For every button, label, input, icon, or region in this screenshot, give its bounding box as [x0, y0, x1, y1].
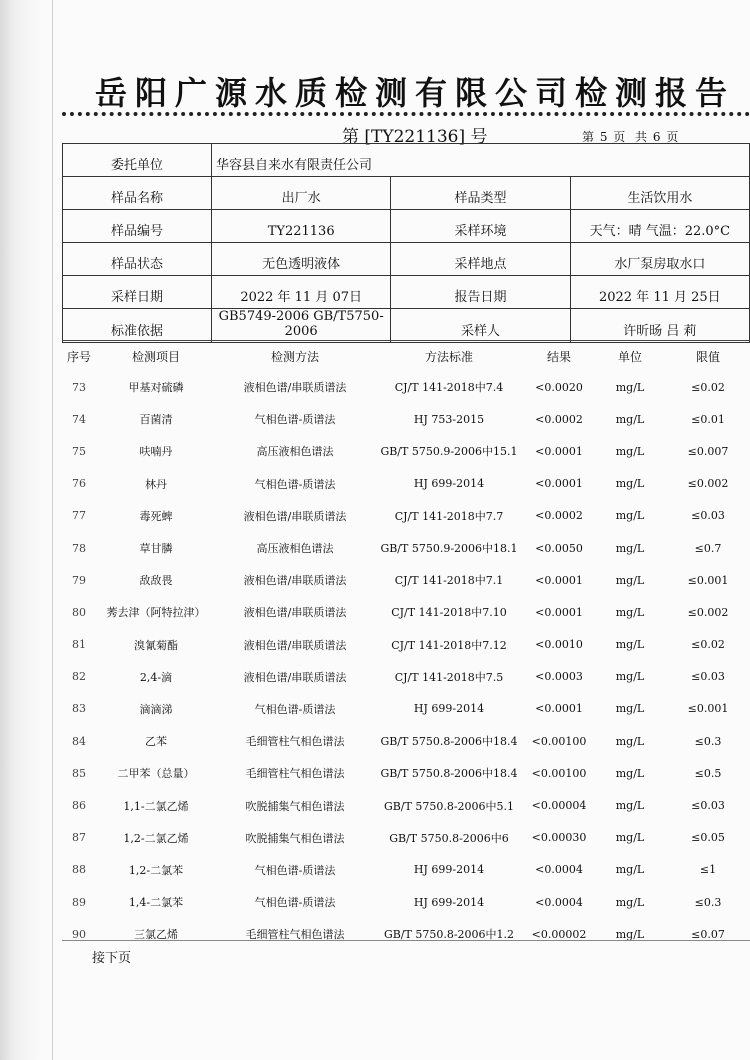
row-number: 74 [72, 412, 86, 426]
results-header-row [62, 341, 750, 372]
state-label: 样品状态 [63, 243, 212, 276]
info-row-state [63, 243, 750, 276]
table-row [62, 789, 750, 821]
sample-name-value: 出厂水 [212, 177, 391, 210]
unit: mg/L [615, 412, 645, 426]
test-method: 气相色谱-质谱法 [254, 477, 336, 491]
limit-value: ≤0.3 [694, 895, 722, 909]
test-item: 1,4-二氯苯 [128, 896, 184, 910]
test-item: 滴滴涕 [139, 702, 173, 716]
row-number: 82 [72, 670, 86, 684]
result-value: <0.0001 [535, 605, 583, 619]
test-item: 溴氰菊酯 [134, 638, 178, 652]
result-value: <0.0001 [535, 702, 583, 716]
row-number: 90 [72, 927, 86, 941]
header-standard: 方法标准 [374, 341, 524, 372]
table-row [62, 403, 750, 435]
row-number: 81 [72, 638, 86, 652]
result-value: <0.0002 [535, 509, 583, 523]
location-label: 采样地点 [391, 243, 570, 276]
test-method: 液相色谱/串联质谱法 [243, 574, 347, 588]
test-item: 呋喃丹 [139, 445, 173, 459]
sample-name-label: 样品名称 [63, 177, 212, 210]
basis-value: GB5749-2006 GB/T5750-2006 [212, 309, 391, 343]
limit-value: ≤0.05 [691, 831, 725, 845]
unit: mg/L [615, 863, 645, 877]
table-row [62, 371, 750, 403]
limit-value: ≤0.002 [687, 605, 729, 619]
unit: mg/L [615, 670, 645, 684]
test-method: 毛细管柱气相色谱法 [245, 928, 345, 942]
sampler-value: 许昕旸 吕 莉 [570, 309, 749, 343]
test-method: 吹脱捕集气相色谱法 [245, 831, 345, 845]
table-row [62, 629, 750, 661]
row-number: 75 [72, 444, 86, 458]
report-number: 第 [TY221136] 号 [342, 127, 488, 147]
row-number: 86 [72, 799, 86, 813]
test-item: 二甲苯（总量） [117, 767, 195, 781]
result-value: <0.0004 [535, 863, 583, 877]
unit: mg/L [615, 702, 645, 716]
table-row [62, 596, 750, 628]
test-method: 高压液相色谱法 [256, 445, 334, 459]
row-number: 85 [72, 766, 86, 780]
limit-value: ≤0.03 [691, 509, 725, 523]
page-current: 第 5 页 [582, 130, 627, 144]
client-label: 委托单位 [63, 144, 212, 177]
table-row [62, 661, 750, 693]
info-row-basis [63, 309, 750, 343]
method-standard: HJ 753-2015 [413, 412, 485, 426]
date-label: 采样日期 [63, 276, 212, 309]
sample-no-value: TY221136 [212, 210, 391, 243]
method-standard: GB/T 5750.8-2006中18.4 [380, 767, 518, 781]
method-standard: CJ/T 141-2018中7.10 [391, 606, 507, 620]
location-value: 水厂泵房取水口 [570, 243, 749, 276]
table-row [62, 532, 750, 564]
result-value: <0.0002 [535, 412, 583, 426]
test-method: 液相色谱/串联质谱法 [243, 381, 347, 395]
test-method: 吹脱捕集气相色谱法 [245, 799, 345, 813]
limit-value: ≤0.3 [694, 734, 722, 748]
result-value: <0.0010 [535, 638, 583, 652]
table-row [62, 757, 750, 789]
results-table [62, 340, 750, 950]
dotted-divider [62, 112, 750, 116]
sample-no-label: 样品编号 [63, 210, 212, 243]
info-row-client [63, 144, 750, 177]
unit: mg/L [615, 895, 645, 909]
row-number: 88 [72, 863, 86, 877]
test-item: 敌敌畏 [139, 574, 173, 588]
header-result: 结果 [524, 341, 594, 372]
results-body [62, 371, 750, 950]
test-method: 液相色谱/串联质谱法 [243, 670, 347, 684]
test-method: 气相色谱-质谱法 [254, 863, 336, 877]
report-date-value: 2022 年 11 月 25日 [570, 276, 749, 309]
limit-value: ≤0.01 [691, 412, 725, 426]
test-item: 甲基对硫磷 [128, 381, 184, 395]
unit: mg/L [615, 831, 645, 845]
unit: mg/L [615, 573, 645, 587]
header-limit: 限值 [666, 341, 750, 372]
test-item: 百菌清 [139, 413, 173, 427]
result-value: <0.00004 [531, 799, 587, 813]
method-standard: GB/T 5750.9-2006中18.1 [380, 542, 518, 556]
continued-note: 接下页 [92, 951, 132, 966]
table-row [62, 918, 750, 950]
test-method: 液相色谱/串联质谱法 [243, 638, 347, 652]
limit-value: ≤0.007 [687, 444, 729, 458]
sample-info-table [62, 143, 750, 343]
info-row-sample-name [63, 177, 750, 210]
method-standard: GB/T 5750.8-2006中6 [389, 831, 509, 845]
test-item: 毒死蜱 [139, 509, 173, 523]
test-method: 气相色谱-质谱法 [254, 702, 336, 716]
test-item: 1,1-二氯乙烯 [123, 799, 189, 813]
test-method: 气相色谱-质谱法 [254, 413, 336, 427]
row-number: 89 [72, 895, 86, 909]
info-row-sample-no [63, 210, 750, 243]
binding-margin [0, 0, 58, 1060]
method-standard: CJ/T 141-2018中7.1 [394, 574, 504, 588]
method-standard: GB/T 5750.8-2006中5.1 [383, 799, 515, 813]
result-value: <0.00002 [531, 927, 587, 941]
table-row [62, 725, 750, 757]
limit-value: ≤0.03 [691, 670, 725, 684]
env-value: 天气：晴 气温：22.0°C [570, 210, 749, 243]
method-standard: CJ/T 141-2018中7.12 [391, 638, 507, 652]
result-value: <0.0050 [535, 541, 583, 555]
limit-value: ≤0.001 [687, 702, 729, 716]
table-row [62, 564, 750, 596]
test-item: 2,4-滴 [139, 670, 173, 684]
test-method: 高压液相色谱法 [256, 542, 334, 556]
result-value: <0.00100 [531, 766, 587, 780]
info-row-date [63, 276, 750, 309]
test-item: 三氯乙烯 [134, 928, 178, 942]
row-number: 73 [72, 380, 86, 394]
row-number: 87 [72, 831, 86, 845]
limit-value: ≤0.5 [694, 766, 722, 780]
test-method: 液相色谱/串联质谱法 [243, 509, 347, 523]
test-method: 毛细管柱气相色谱法 [245, 767, 345, 781]
unit: mg/L [615, 927, 645, 941]
sample-type-label: 样品类型 [391, 177, 570, 210]
header-no: 序号 [62, 341, 96, 372]
binding-line [52, 0, 53, 1060]
test-item: 1,2-二氯苯 [128, 863, 184, 877]
result-value: <0.00100 [531, 734, 587, 748]
table-row [62, 854, 750, 886]
report-title: 岳阳广源水质检测有限公司检测报告 [95, 74, 736, 112]
result-value: <0.0020 [535, 380, 583, 394]
method-standard: GB/T 5750.8-2006中1.2 [383, 928, 515, 942]
method-standard: GB/T 5750.8-2006中18.4 [380, 735, 518, 749]
result-value: <0.0004 [535, 895, 583, 909]
state-value: 无色透明液体 [212, 243, 391, 276]
result-value: <0.0001 [535, 477, 583, 491]
limit-value: ≤1 [699, 863, 717, 877]
result-value: <0.0001 [535, 573, 583, 587]
method-standard: HJ 699-2014 [413, 895, 485, 909]
unit: mg/L [615, 799, 645, 813]
test-method: 液相色谱/串联质谱法 [243, 606, 347, 620]
page-total: 共 6 页 [635, 130, 680, 144]
limit-value: ≤0.002 [687, 477, 729, 491]
limit-value: ≤0.7 [694, 541, 722, 555]
test-item: 乙苯 [145, 735, 167, 749]
row-number: 78 [72, 541, 86, 555]
unit: mg/L [615, 638, 645, 652]
result-value: <0.0003 [535, 670, 583, 684]
env-label: 采样环境 [391, 210, 570, 243]
row-number: 83 [72, 702, 86, 716]
test-item: 草甘膦 [139, 542, 173, 556]
table-row [62, 435, 750, 467]
client-value: 华容县自来水有限责任公司 [212, 144, 750, 177]
result-value: <0.0001 [535, 444, 583, 458]
header-item: 检测项目 [96, 341, 216, 372]
method-standard: CJ/T 141-2018中7.7 [394, 509, 504, 523]
unit: mg/L [615, 734, 645, 748]
method-standard: CJ/T 141-2018中7.5 [394, 670, 504, 684]
basis-label: 标准依据 [63, 309, 212, 343]
table-row [62, 468, 750, 500]
result-value: <0.00030 [531, 831, 587, 845]
unit: mg/L [615, 509, 645, 523]
unit: mg/L [615, 444, 645, 458]
sampler-label: 采样人 [391, 309, 570, 343]
report-date-label: 报告日期 [391, 276, 570, 309]
table-row [62, 886, 750, 918]
limit-value: ≤0.07 [691, 927, 725, 941]
test-method: 气相色谱-质谱法 [254, 896, 336, 910]
header-method: 检测方法 [216, 341, 374, 372]
unit: mg/L [615, 477, 645, 491]
table-row [62, 822, 750, 854]
unit: mg/L [615, 766, 645, 780]
header-unit: 单位 [594, 341, 666, 372]
limit-value: ≤0.001 [687, 573, 729, 587]
method-standard: HJ 699-2014 [413, 863, 485, 877]
test-item: 1,2-二氯乙烯 [123, 831, 189, 845]
row-number: 84 [72, 734, 86, 748]
date-value: 2022 年 11 月 07日 [212, 276, 391, 309]
limit-value: ≤0.02 [691, 638, 725, 652]
row-number: 79 [72, 573, 86, 587]
table-row [62, 500, 750, 532]
test-method: 毛细管柱气相色谱法 [245, 735, 345, 749]
bottom-divider [62, 940, 750, 941]
test-item: 林丹 [145, 477, 167, 491]
row-number: 76 [72, 477, 86, 491]
row-number: 77 [72, 509, 86, 523]
method-standard: GB/T 5750.9-2006中15.1 [380, 445, 518, 459]
method-standard: CJ/T 141-2018中7.4 [394, 381, 504, 395]
unit: mg/L [615, 605, 645, 619]
table-row [62, 693, 750, 725]
limit-value: ≤0.03 [691, 799, 725, 813]
row-number: 80 [72, 605, 86, 619]
test-item: 莠去津（阿特拉津） [106, 606, 206, 620]
unit: mg/L [615, 541, 645, 555]
limit-value: ≤0.02 [691, 380, 725, 394]
method-standard: HJ 699-2014 [413, 702, 485, 716]
unit: mg/L [615, 380, 645, 394]
method-standard: HJ 699-2014 [413, 477, 485, 491]
sample-type-value: 生活饮用水 [570, 177, 749, 210]
